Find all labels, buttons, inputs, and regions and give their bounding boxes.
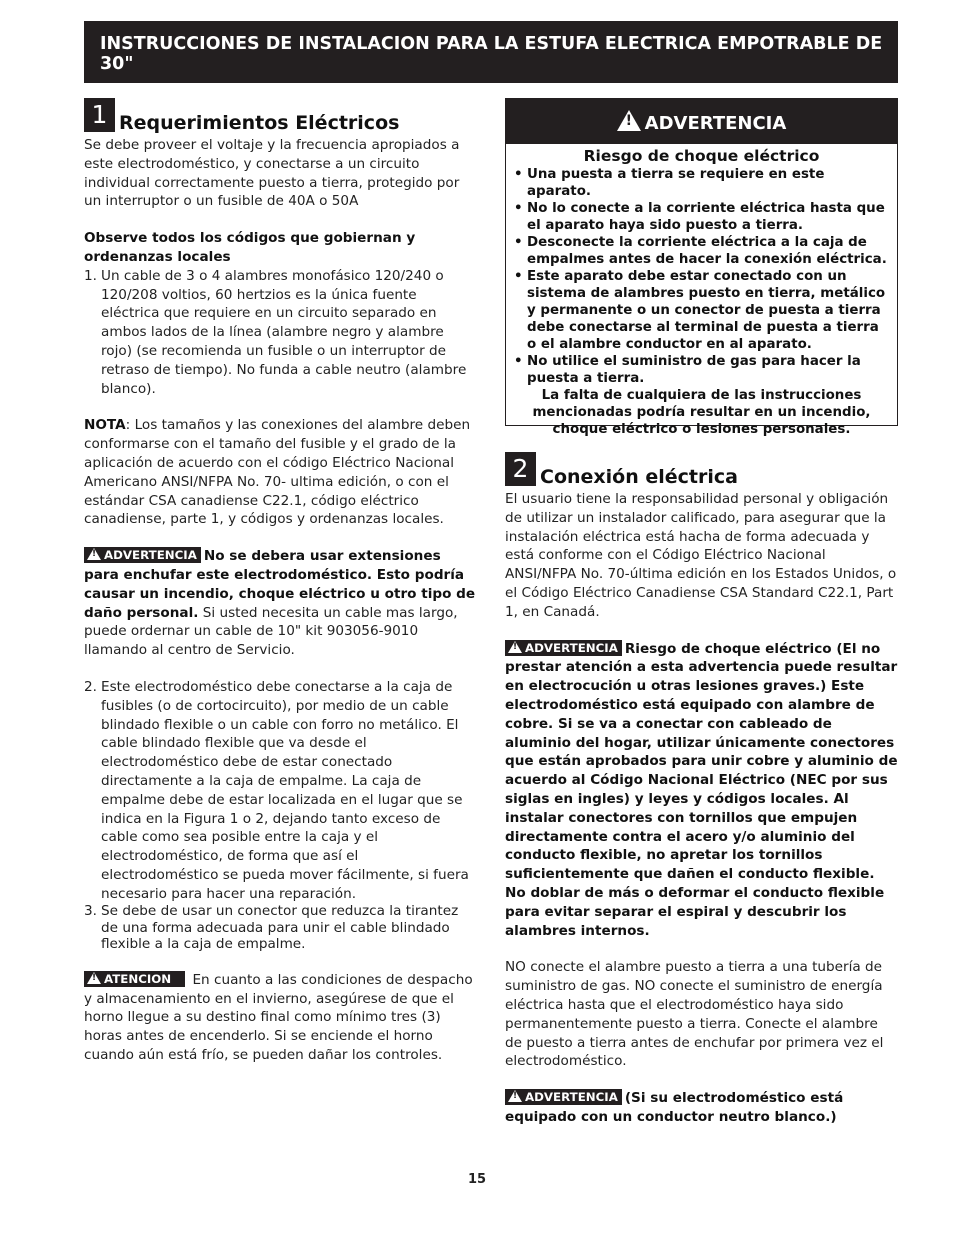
- section-2-intro: El usuario tiene la responsabilidad personal y obligación de utilizar un instalador calificado, para asegurar que la instalación eléctrica está hacha de forma adecuada y está conforme con el Código Eléctrico Nacional ANSI/NFPA No. 70-última edición en los Estados Unidos, o el Código Eléctrico Canadiense CSA Standard C22.1, Part 1, en Canadá.: [505, 491, 897, 620]
- list-item: 2. Este electrodoméstico debe conectarse a la caja de fusibles (o de cortocircuito), por medio de un cable blindado flexible o un cable con forro no metálico. El cable blindado flexible que va desde el electrodoméstico debe de estar conectado directamente a la caja de empalme. La caja de empalme debe de estar localizada en el lugar que se indica en la Figura 1 o 2, dejando tanto exceso de cable como sea posible entre la caja y el electrodoméstico, de forma que así el electrodoméstico se pueda mover fácilmente, si fuera necesario para hacer una reparación.: [84, 678, 469, 902]
- section-2: [505, 452, 899, 1127]
- warning-triangle-icon: [508, 1090, 522, 1102]
- codes-heading: Observe todos los códigos que gobiernan y ordenanzas locales: [84, 230, 416, 265]
- warning-box-subtitle: Riesgo de choque eléctrico: [583, 147, 820, 165]
- list-item: • Este aparato debe estar conectado con un sistema de alambres puesto en tierra, metálico y permanente o un conector de puesta a tierra debe conectarse al terminal de puesta a tierra o el alambre conductor en al aparato.: [514, 268, 891, 353]
- warning-triangle-icon: [617, 110, 641, 131]
- list-item: 3. Se debe de usar un conector que reduzca la tirantez de una forma adecuada para unir el cable blindado flexible a la caja de empalme.: [84, 903, 459, 953]
- section-1-intro: Se debe proveer el voltaje y la frecuencia apropiados a este electrodoméstico, y conectarse a un circuito individual correctamente puesto a tierra, protegido por un interruptor o un fusible de 40A o 50A: [84, 137, 460, 210]
- section-2-title: Conexión eléctrica: [540, 466, 738, 488]
- ground-paragraph: NO conecte el alambre puesto a tierra a una tubería de suministro de gas. NO conecte el suministro de energía eléctrica hasta que el electrodoméstico haya sido permanentemente puesto a tierra. Conecte el alambre de puesto a tierra antes de enchufar por primera vez el electrodoméstico.: [505, 959, 884, 1070]
- warning-box-header: [506, 99, 897, 144]
- warning-box-title: ADVERTENCIA: [644, 113, 787, 134]
- section-number-2: 2: [505, 452, 536, 486]
- neutral-warning: !ADVERTENCIA (Si su electrodoméstico está equipado con un conductor neutro blanco.): [505, 1089, 899, 1127]
- warning-box-list: [514, 166, 891, 387]
- page-number: 15: [467, 1172, 487, 1187]
- list-item: • Una puesta a tierra se requiere en este aparato.: [514, 166, 891, 200]
- list-item: • No utilice el suministro de gas para hacer la puesta a tierra.: [514, 353, 891, 387]
- warning-badge: !ADVERTENCIA: [505, 640, 622, 656]
- page-header-bar: [84, 21, 898, 83]
- shock-warning: !ADVERTENCIA Riesgo de choque eléctrico (El no prestar atención a esta advertencia puede resultar en electrocución u otras lesiones graves.) Este electrodoméstico está equipado con alambre de cobre. Si se va a conectar con cableado de aluminio del hogar, utilizar únicamente conectores que están aprobados para unir cobre y aluminio de acuerdo al Código Nacional Eléctrico (NEC por sus siglas en ingles) y leyes y códigos locales. Al instalar conectores con tornillos que empujen directamente contra el acero y/o aluminio del conducto flexible, no apretar los tornillos suficientemente que dañen el conducto flexible. No doblar de más o deformar el conducto flexible para evitar separar el espiral y descubrir los alambres internos.: [505, 640, 899, 941]
- warning-box: [505, 98, 898, 437]
- warning-triangle-icon: [508, 641, 522, 653]
- list-item: • Desconecte la corriente eléctrica a la caja de empalmes antes de hacer la conexión eléctrica.: [514, 234, 891, 268]
- section-1: [84, 98, 478, 1065]
- warning-box-footer: La falta de cualquiera de las instrucciones mencionadas podría resultar en un incendio, choque eléctrico o lesiones personales.: [532, 388, 871, 437]
- warning-badge: !ADVERTENCIA: [505, 1089, 622, 1105]
- section-number-1: 1: [84, 98, 115, 132]
- extension-warning: !ADVERTENCIA No se debera usar extensiones para enchufar este electrodoméstico. Esto podría causar un incendio, choque eléctrico u otro tipo de daño personal. Si usted necesita un cable mas largo, puede ordernar un cable de 10" kit 903056-9010 llamando al centro de Servicio.: [84, 547, 478, 660]
- section-1-title: Requerimientos Eléctricos: [119, 112, 400, 134]
- nota-paragraph: NOTA: Los tamaños y las conexiones del alambre deben conformarse con el tamaño del fusible y el grado de la aplicación de acuerdo con el código Eléctrico Nacional Americano ANSI/NFPA No. 70- ultima edición, o con el estándar CSA canadiense C22.1, código eléctrico canadiense, parte 1, y códigos y ordenanzas locales.: [84, 417, 471, 528]
- list-item: 1. Un cable de 3 o 4 alambres monofásico 120/240 o 120/208 voltios, 60 hertzios es la única fuente eléctrica que requiere en un circuito separado en ambos lados de la línea (alambre negro y alambre rojo) (se recomienda un fusible o un interruptor de retraso de tiempo). No funda a cable neutro (alambre blanco).: [84, 267, 467, 397]
- warning-triangle-icon: [87, 972, 101, 984]
- section-2-heading: [505, 452, 899, 490]
- list-item: • No lo conecte a la corriente eléctrica hasta que el aparato haya sido puesto a tierra.: [514, 200, 891, 234]
- page-title: INSTRUCCIONES DE INSTALACION PARA LA ESTUFA ELECTRICA EMPOTRABLE DE 30": [100, 34, 883, 74]
- warning-badge: !ADVERTENCIA: [84, 547, 201, 563]
- caution-paragraph: !ATENCION En cuanto a las condiciones de despacho y almacenamiento en el invierno, asegúrese de que el horno llegue a su destino final como mínimo tres (3) horas antes de encenderlo. Si se enciende el horno cuando aún está frío, se pueden dañar los controles.: [84, 971, 478, 1065]
- section-1-heading: [84, 98, 478, 136]
- caution-badge: !ATENCION: [84, 971, 185, 987]
- warning-triangle-icon: [87, 548, 101, 560]
